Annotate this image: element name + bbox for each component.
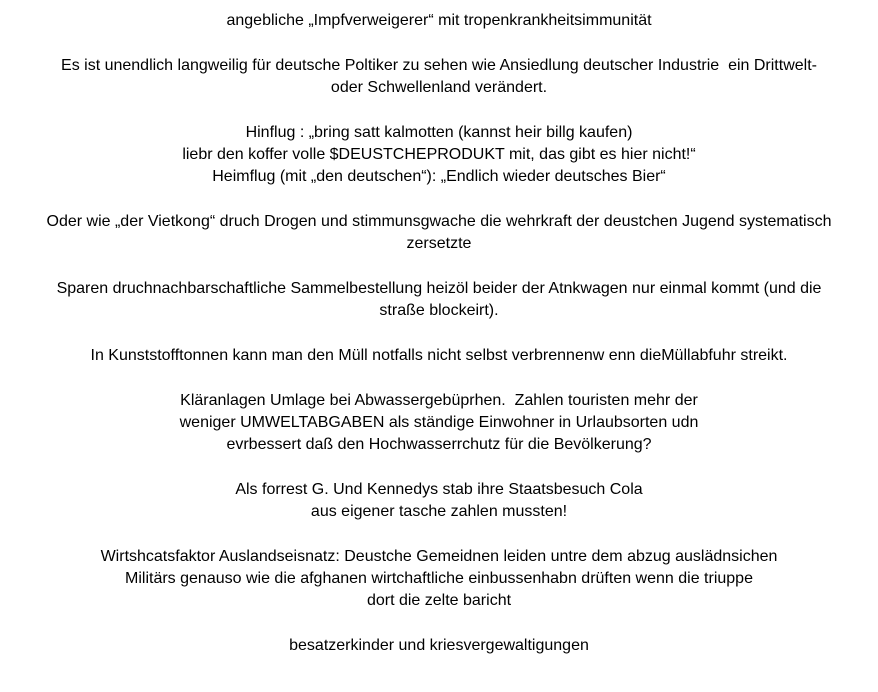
paragraph-state-visit [0, 479, 878, 523]
text-line: oder Schwellenland verändert. [330, 79, 548, 96]
text-line: liebr den koffer volle $DEUSTCHEPRODUKT mit, das gibt es hier nicht!“ [182, 146, 696, 163]
text-line: Kläranlagen Umlage bei Abwassergebüprhen. Zahlen touristen mehr der [180, 392, 698, 409]
text-line: evrbessert daß den Hochwasserrchutz für die Bevölkerung? [226, 436, 652, 453]
text-line: Heimflug (mit „den deutschen“): „Endlich wieder deutsches Bier“ [212, 168, 666, 185]
paragraph-waste [0, 345, 878, 367]
paragraph-closing [0, 635, 878, 657]
text-line: Wirtshcatsfaktor Auslandseisnatz: Deustche Gemeidnen leiden untre dem abzug auslädnsichen [100, 548, 778, 565]
text-line: Militärs genauso wie die afghanen wirtchaftliche einbussenhabn drüften wenn die triuppe [125, 570, 753, 587]
text-line: Oder wie „der Vietkong“ druch Drogen und stimmunsgwache die wehrkraft der deustchen Jugend systematisch [46, 213, 832, 230]
text-line: besatzerkinder und kriesvergewaltigungen [289, 637, 589, 654]
paragraph-flights [0, 122, 878, 188]
paragraph-military [0, 546, 878, 612]
paragraph-vietkong [0, 211, 878, 255]
paragraph-title [0, 10, 878, 32]
text-line: weniger UMWELTABGABEN als ständige Einwohner in Urlaubsorten udn [179, 414, 699, 431]
text-line: straße blockeirt). [379, 302, 499, 319]
text-line: Sparen druchnachbarschaftliche Sammelbestellung heizöl beider der Atnkwagen nur einmal kommt (und die [56, 280, 822, 297]
paragraph-industry [0, 55, 878, 99]
text-line: In Kunststofftonnen kann man den Müll notfalls nicht selbst verbrennenw enn dieMüllabfuhr streikt. [90, 347, 788, 364]
text-line: Als forrest G. Und Kennedys stab ihre Staatsbesuch Cola [235, 481, 643, 498]
text-line: angebliche „Impfverweigerer“ mit tropenkrankheitsimmunität [226, 12, 652, 29]
paragraph-sewage [0, 390, 878, 456]
text-line: aus eigener tasche zahlen mussten! [310, 503, 568, 520]
paragraph-heating-oil [0, 278, 878, 322]
text-line: Hinflug : „bring satt kalmotten (kannst heir billg kaufen) [245, 124, 633, 141]
text-line: zersetzte [406, 235, 472, 252]
text-line: Es ist unendlich langweilig für deutsche Poltiker zu sehen wie Ansiedlung deutscher Industrie ein Drittwelt- [61, 57, 817, 74]
text-line: dort die zelte baricht [366, 592, 512, 609]
